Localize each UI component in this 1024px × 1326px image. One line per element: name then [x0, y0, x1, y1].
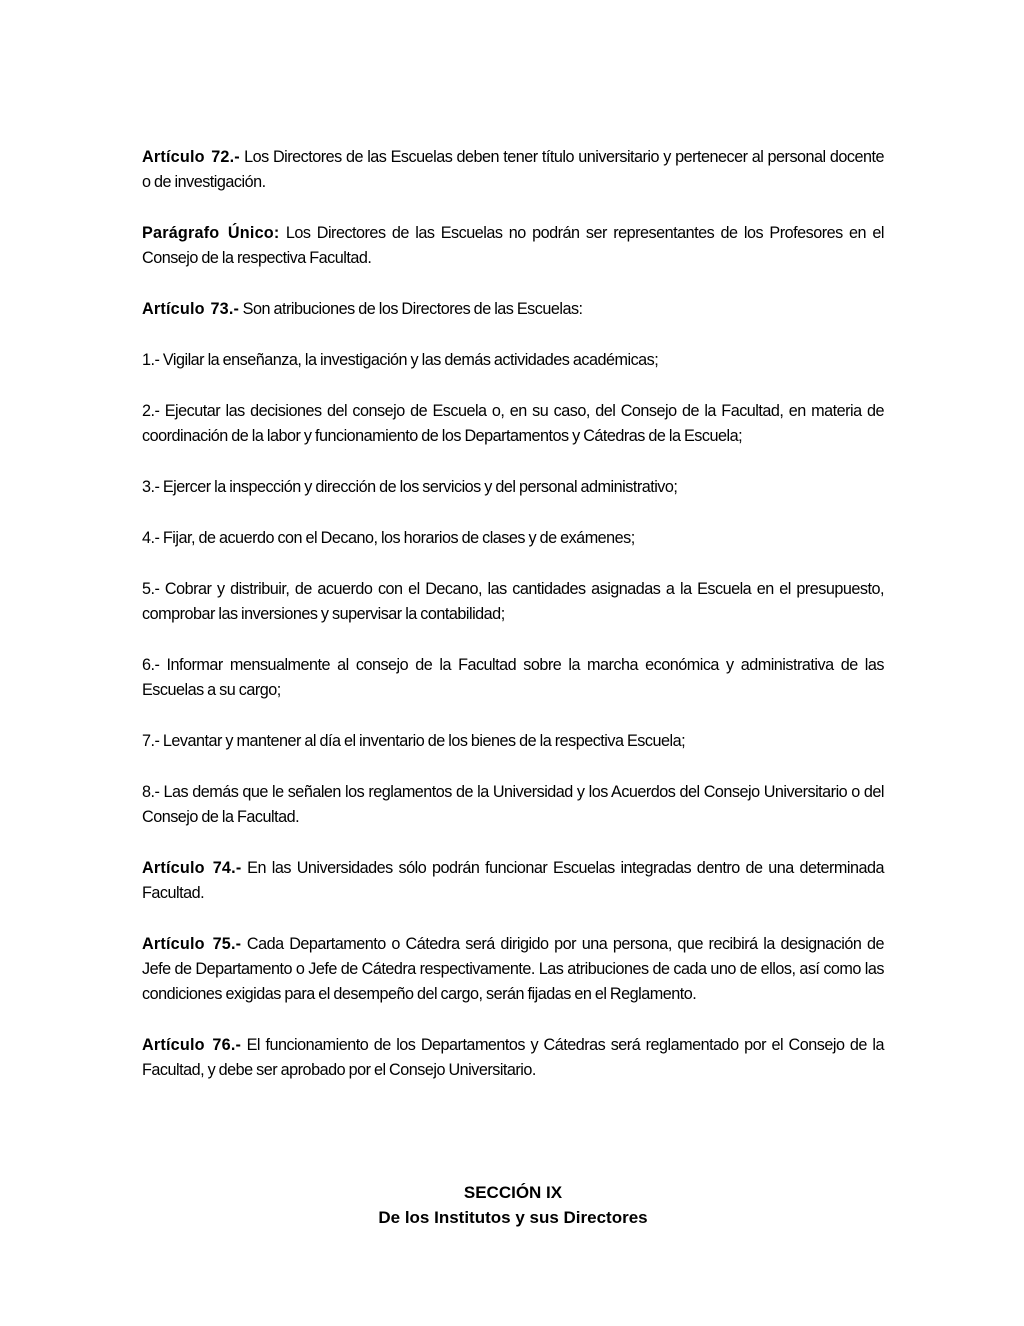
section-heading	[142, 1180, 884, 1230]
list-item: 6.- Informar mensualmente al consejo de la Facultad sobre la marcha económica y administrativa de las Escuelas a su cargo;	[142, 656, 884, 699]
article-heading: Artículo 76.-	[142, 1036, 242, 1054]
list-item: 2.- Ejecutar las decisiones del consejo de Escuela o, en su caso, del Consejo de la Facultad, en materia de coordinación de la labor y funcionamiento de los Departamentos y Cátedras de la Escuela;	[142, 402, 884, 445]
article-heading: Artículo 75.-	[142, 935, 242, 953]
article-heading: Parágrafo Único:	[142, 224, 280, 242]
article-text: Cada Departamento o Cátedra será dirigido por una persona, que recibirá la designación de Jefe de Departamento o Jefe de Cátedra respectivamente. Las atribuciones de cada uno de ellos, así como las condiciones exigidas para el desempeño del cargo, serán fijadas en el Reglamento.	[142, 935, 885, 1003]
article-text: Son atribuciones de los Directores de las Escuelas:	[239, 300, 583, 318]
list-item: 1.- Vigilar la enseñanza, la investigación y las demás actividades académicas;	[142, 351, 659, 369]
article-74	[142, 856, 884, 906]
article-75	[142, 932, 884, 1007]
article-heading: Artículo 73.-	[142, 300, 240, 318]
document-body	[142, 145, 884, 1109]
article-text: Los Directores de las Escuelas no podrán ser representantes de los Profesores en el Consejo de la respectiva Facultad.	[142, 224, 885, 267]
list-item: 8.- Las demás que le señalen los reglamentos de la Universidad y los Acuerdos del Consejo Universitario o del Consejo de la Facultad.	[142, 783, 884, 826]
section-subtitle: De los Institutos y sus Directores	[378, 1208, 648, 1227]
article-heading: Artículo 74.-	[142, 859, 242, 877]
list-item: 4.- Fijar, de acuerdo con el Decano, los horarios de clases y de exámenes;	[142, 529, 635, 547]
article-text: Los Directores de las Escuelas deben tener título universitario y pertenecer al personal docente o de investigación.	[142, 148, 884, 191]
list-item: 3.- Ejercer la inspección y dirección de los servicios y del personal administrativo;	[142, 478, 678, 496]
article-76	[142, 1033, 884, 1083]
article-text: En las Universidades sólo podrán funcionar Escuelas integradas dentro de una determinada Facultad.	[142, 859, 884, 902]
section-title: SECCIÓN IX	[463, 1183, 563, 1202]
paragrafo-unico	[142, 221, 884, 271]
article-text: El funcionamiento de los Departamentos y Cátedras será reglamentado por el Consejo de la Facultad, y debe ser aprobado por el Consejo Universitario.	[142, 1036, 884, 1079]
article-72	[142, 145, 884, 195]
list-item: 7.- Levantar y mantener al día el inventario de los bienes de la respectiva Escuela;	[142, 732, 686, 750]
article-73	[142, 297, 884, 322]
article-heading: Artículo 72.-	[142, 148, 240, 166]
list-item: 5.- Cobrar y distribuir, de acuerdo con el Decano, las cantidades asignadas a la Escuela en el presupuesto, comprobar las inversiones y supervisar la contabilidad;	[142, 580, 884, 623]
